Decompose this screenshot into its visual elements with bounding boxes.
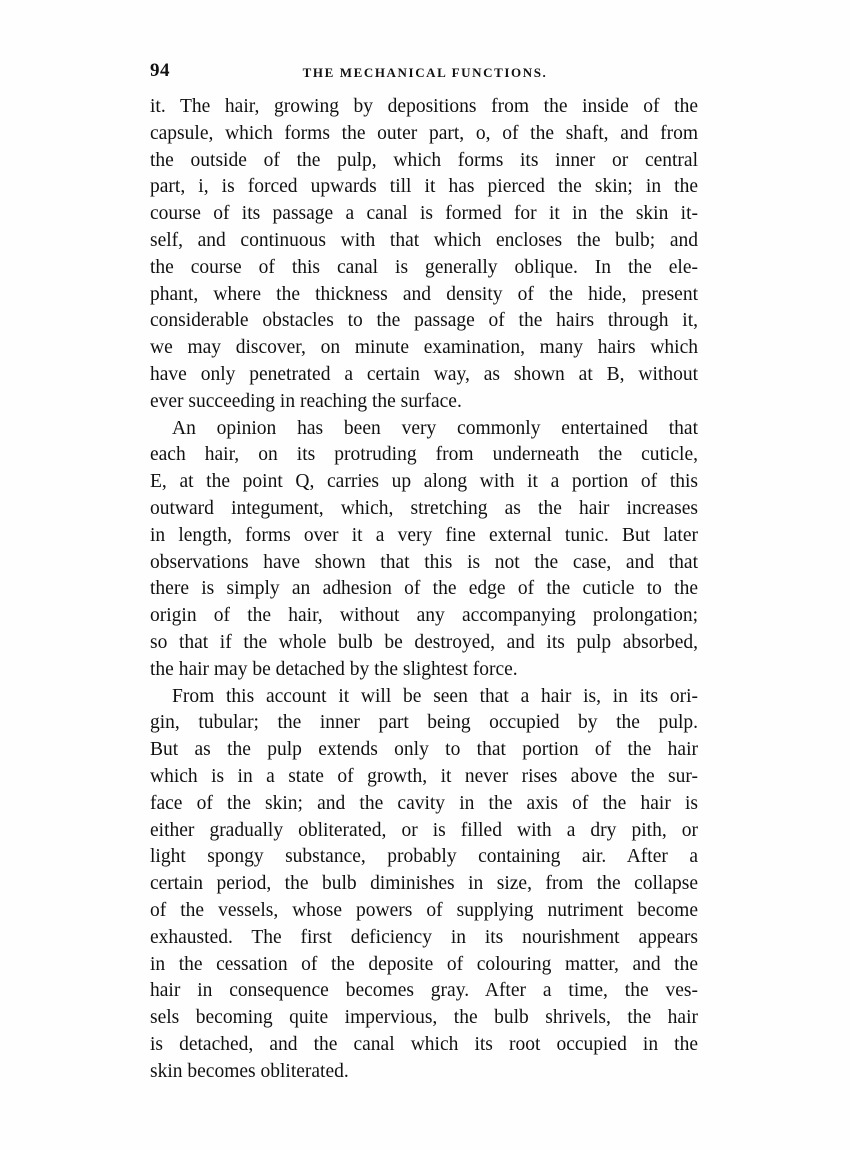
- text-line: phant, where the thickness and density of the hide, present: [150, 283, 698, 305]
- text-line: ever succeeding in reaching the surface.: [150, 390, 462, 412]
- page-number: 94: [150, 60, 170, 81]
- text-line: have only penetrated a certain way, as shown at B, without: [150, 363, 698, 385]
- text-line: considerable obstacles to the passage of the hairs through it,: [150, 310, 698, 332]
- text-line: hair in consequence becomes gray. After a time, the ves-: [150, 980, 698, 1002]
- running-title: THE MECHANICAL FUNCTIONS.: [302, 65, 548, 80]
- text-line: light spongy substance, probably containing air. After a: [150, 846, 698, 868]
- paragraph-first-line: From this account it will be seen that a hair is, in its ori-: [172, 685, 698, 707]
- text-line: exhausted. The first deficiency in its nourishment appears: [150, 926, 698, 948]
- text-line: gin, tubular; the inner part being occupied by the pulp.: [150, 712, 698, 734]
- text-line: the outside of the pulp, which forms its inner or central: [150, 149, 698, 171]
- text-line: self, and continuous with that which encloses the bulb; and: [150, 229, 698, 251]
- running-head: [150, 60, 700, 84]
- text-line: But as the pulp extends only to that portion of the hair: [150, 739, 698, 761]
- text-line: so that if the whole bulb be destroyed, and its pulp absorbed,: [150, 631, 698, 653]
- text-line: is detached, and the canal which its root occupied in the: [150, 1033, 698, 1055]
- text-line: part, i, is forced upwards till it has pierced the skin; in the: [150, 176, 698, 198]
- text-line: E, at the point Q, carries up along with it a portion of this: [150, 471, 698, 493]
- text-line: skin becomes obliterated.: [150, 1060, 349, 1082]
- text-line: sels becoming quite impervious, the bulb shrivels, the hair: [150, 1007, 698, 1029]
- text-line: which is in a state of growth, it never rises above the sur-: [150, 765, 698, 787]
- text-line: each hair, on its protruding from underneath the cuticle,: [150, 444, 698, 466]
- text-line: course of its passage a canal is formed for it in the skin it-: [150, 203, 698, 225]
- text-line: in the cessation of the deposite of colouring matter, and the: [150, 953, 698, 975]
- text-line: the hair may be detached by the slightest force.: [150, 658, 518, 680]
- text-line: capsule, which forms the outer part, o, of the shaft, and from: [150, 122, 698, 144]
- body-text: [150, 94, 698, 1085]
- text-line: it. The hair, growing by depositions from the inside of the: [150, 96, 698, 117]
- text-line: face of the skin; and the cavity in the axis of the hair is: [150, 792, 698, 814]
- text-line: of the vessels, whose powers of supplying nutriment become: [150, 899, 698, 921]
- paragraph-first-line: An opinion has been very commonly entertained that: [172, 417, 698, 439]
- text-line: outward integument, which, stretching as the hair increases: [150, 497, 698, 519]
- text-line: the course of this canal is generally oblique. In the ele-: [150, 256, 698, 278]
- text-line: there is simply an adhesion of the edge of the cuticle to the: [150, 578, 698, 600]
- text-line: origin of the hair, without any accompanying prolongation;: [150, 605, 698, 627]
- text-line: certain period, the bulb diminishes in size, from the collapse: [150, 873, 698, 895]
- text-line: observations have shown that this is not the case, and that: [150, 551, 698, 573]
- text-line: in length, forms over it a very fine external tunic. But later: [150, 524, 698, 546]
- text-line: either gradually obliterated, or is filled with a dry pith, or: [150, 819, 698, 841]
- text-line: we may discover, on minute examination, many hairs which: [150, 337, 698, 359]
